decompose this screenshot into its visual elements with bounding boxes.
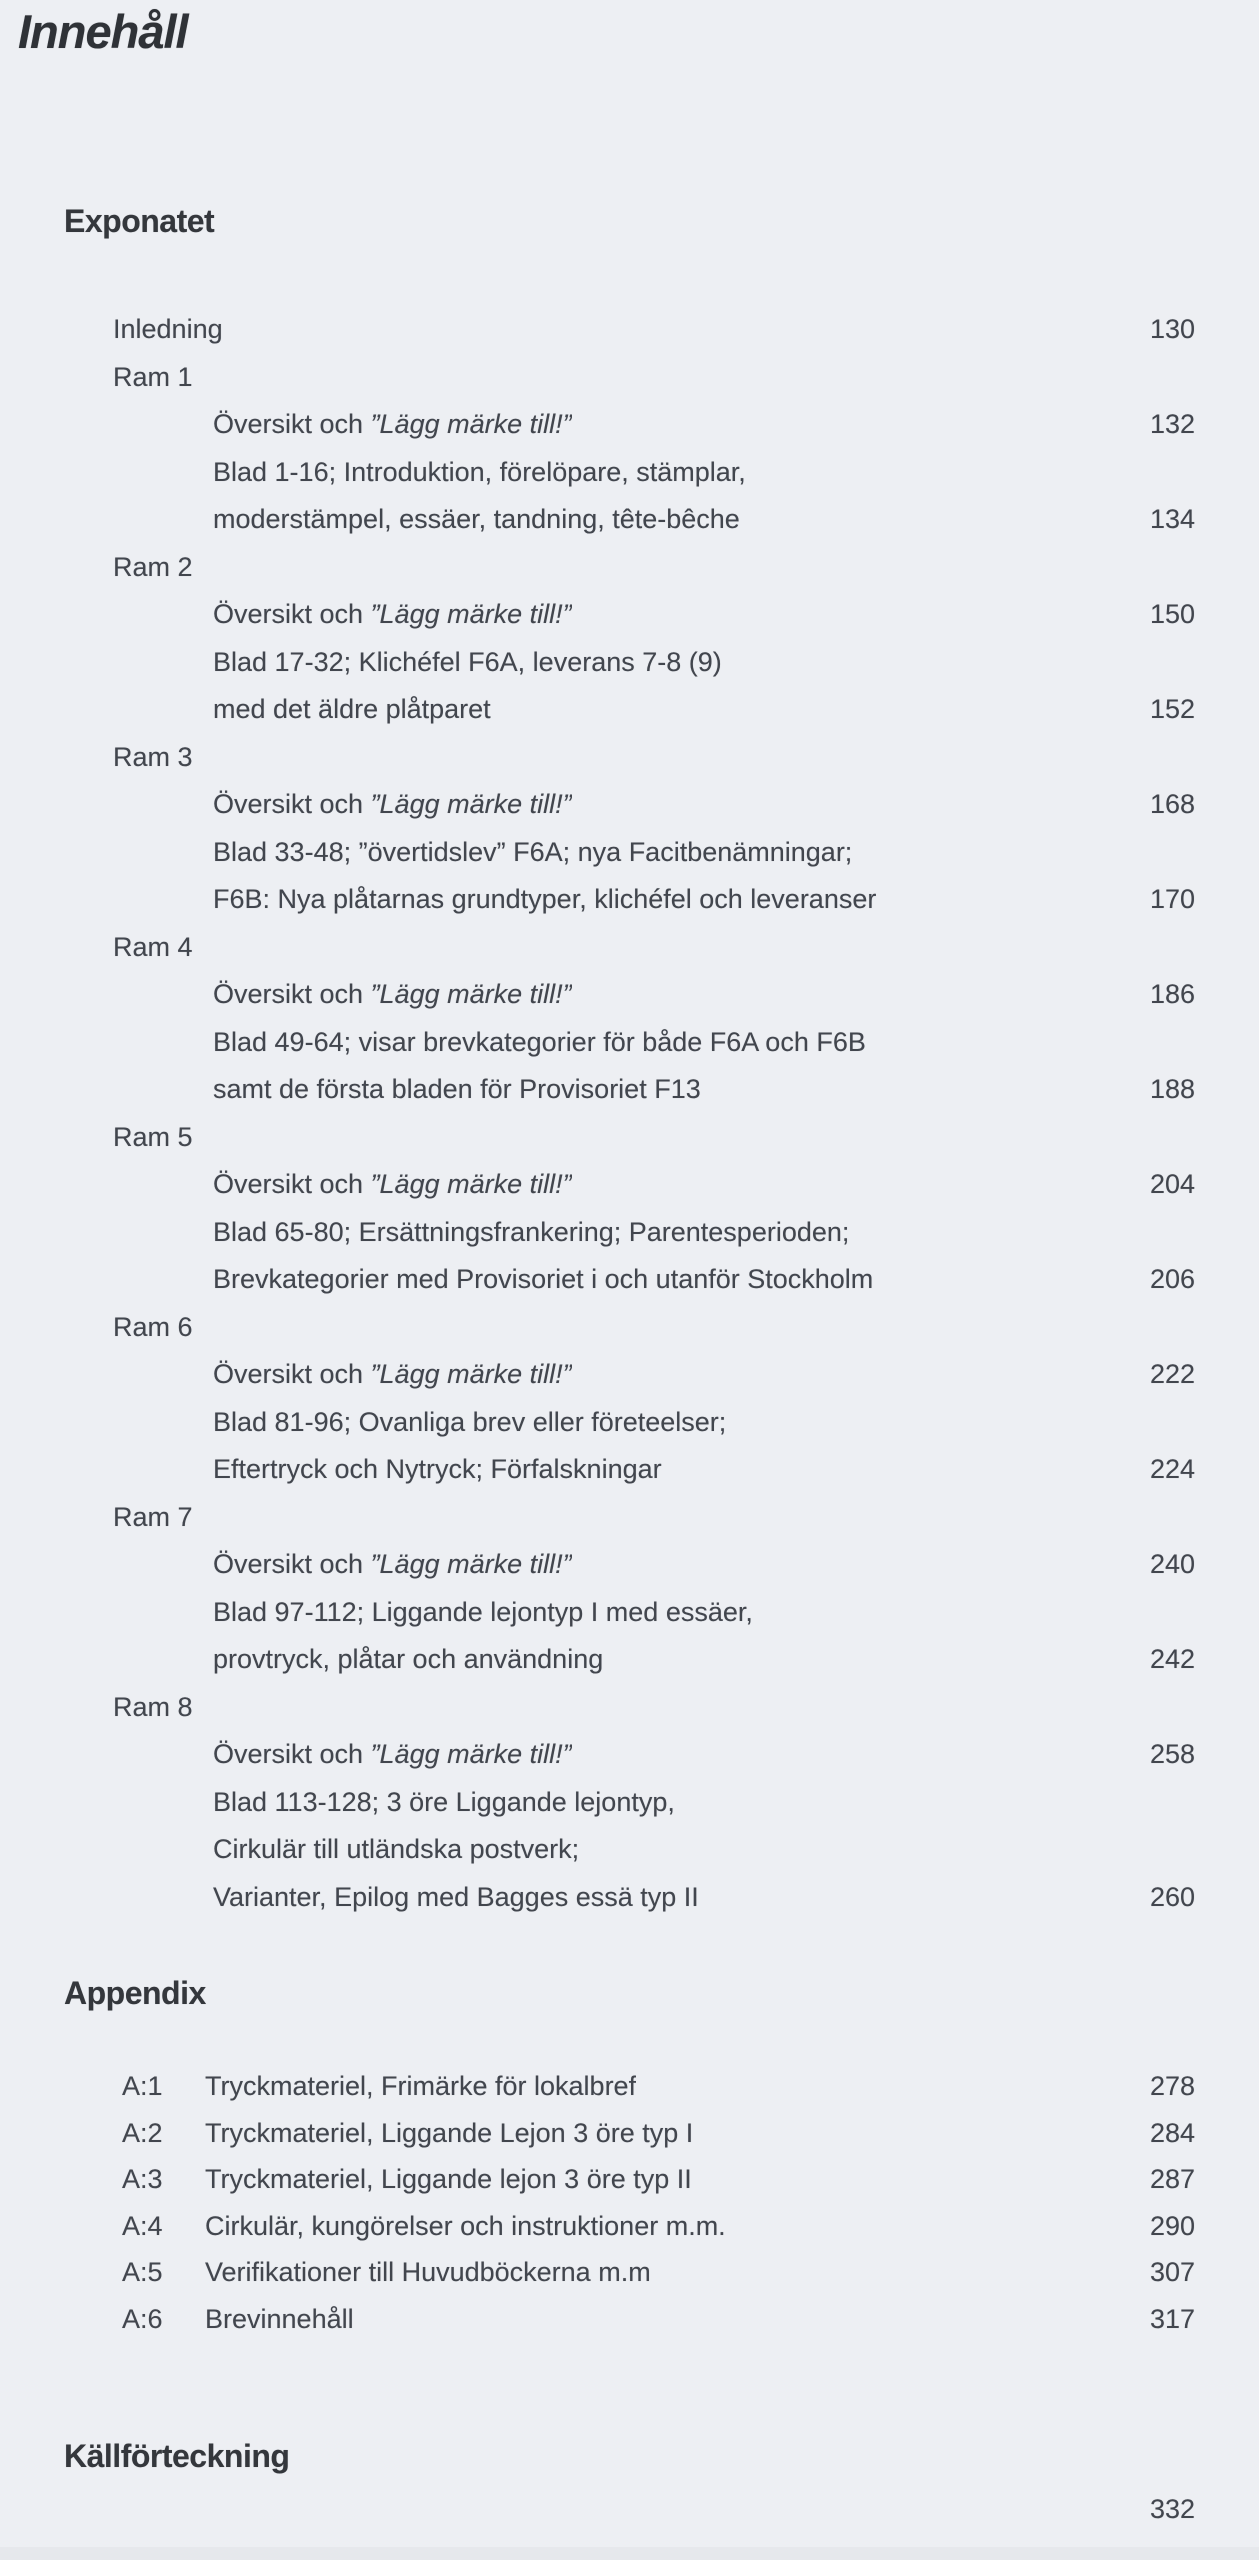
- toc-entry-text: Blad 81-96; Ovanliga brev eller företeelser;: [213, 1406, 727, 1437]
- toc-page-number: 150: [1149, 599, 1195, 629]
- toc-row: [0, 924, 1259, 972]
- toc-row: [0, 2249, 1259, 2296]
- toc-page-number: 134: [1149, 504, 1195, 534]
- toc-entry-text: Tryckmateriel, Liggande lejon 3 öre typ II: [205, 2164, 692, 2194]
- toc-entry-text: samt de första bladen för Provisoriet F13: [213, 1074, 701, 1104]
- toc-row: [0, 639, 1259, 687]
- toc-entry-text: Cirkulär till utländska postverk;: [213, 1834, 580, 1864]
- toc-section-exponatet: [0, 306, 1259, 1921]
- toc-page-number: 284: [1149, 2117, 1195, 2148]
- toc-section-appendix: [0, 2063, 1259, 2342]
- toc-page-number: 222: [1149, 1359, 1195, 1389]
- toc-row: [0, 591, 1259, 639]
- toc-entry-text: Eftertryck och Nytryck; Förfalskningar: [213, 1454, 662, 1484]
- toc-row: [0, 2063, 1259, 2110]
- toc-row: [0, 1731, 1259, 1779]
- toc-entry-text: Blad 33-48; ”övertidslev” F6A; nya Facitbenämningar;: [213, 836, 853, 867]
- toc-row: [0, 2110, 1259, 2157]
- toc-entry-text: Översikt och ”Lägg märke till!”: [213, 1359, 572, 1389]
- toc-page-number: 188: [1149, 1074, 1195, 1104]
- toc-page-number: 186: [1149, 979, 1195, 1009]
- toc-entry-text: Blad 65-80; Ersättningsfrankering; Parentesperioden;: [213, 1216, 850, 1247]
- toc-page-number: 307: [1149, 2257, 1195, 2287]
- toc-row: [0, 449, 1259, 497]
- toc-entry-label: A:1: [122, 2071, 163, 2101]
- toc-page-number: 152: [1149, 694, 1195, 724]
- toc-entry-text: Cirkulär, kungörelser och instruktioner m.m.: [205, 2210, 726, 2241]
- toc-entry-label: A:4: [122, 2210, 163, 2241]
- toc-entry-text: Ram 7: [113, 1501, 193, 1532]
- toc-row: [0, 1636, 1259, 1684]
- toc-entry-text: Blad 17-32; Klichéfel F6A, leverans 7-8 (9): [213, 646, 722, 677]
- toc-row: [0, 2203, 1259, 2250]
- toc-entry-label: A:5: [122, 2257, 163, 2287]
- toc-row: [0, 2486, 1259, 2534]
- toc-entry-text: Blad 113-128; 3 öre Liggande lejontyp,: [213, 1786, 675, 1817]
- toc-row: [0, 1541, 1259, 1589]
- toc-entry-text: Översikt och ”Lägg märke till!”: [213, 1549, 572, 1579]
- toc-page-number: 204: [1149, 1169, 1195, 1199]
- section-heading-appendix: Appendix: [64, 1975, 206, 2011]
- toc-row: [0, 2156, 1259, 2203]
- toc-page-number: 240: [1149, 1549, 1195, 1579]
- toc-row: [0, 1351, 1259, 1399]
- toc-entry-text: Brevinnehåll: [205, 2303, 354, 2334]
- toc-page-number: 287: [1149, 2164, 1195, 2194]
- toc-entry-text: Tryckmateriel, Frimärke för lokalbref: [205, 2071, 637, 2101]
- toc-row: [0, 781, 1259, 829]
- toc-page-number: 317: [1149, 2303, 1195, 2334]
- toc-page-number: 168: [1149, 789, 1195, 819]
- section-heading-kallforteckning: Källförteckning: [64, 2438, 290, 2474]
- toc-row: [0, 1114, 1259, 1162]
- toc-row: [0, 1446, 1259, 1494]
- toc-row: [0, 734, 1259, 782]
- toc-entry-text: Inledning: [113, 314, 223, 344]
- toc-entry-text: Ram 1: [113, 361, 193, 392]
- toc-entry-text: Verifikationer till Huvudböckerna m.m: [205, 2257, 651, 2287]
- toc-page-number: 170: [1149, 884, 1195, 914]
- toc-row: [0, 401, 1259, 449]
- toc-row: [0, 1779, 1259, 1827]
- toc-entry-text: Ram 4: [113, 931, 193, 962]
- toc-page-number: 332: [1149, 2494, 1195, 2524]
- toc-entry-label: A:6: [122, 2303, 163, 2334]
- toc-entry-text: Översikt och ”Lägg märke till!”: [213, 599, 572, 629]
- toc-row: [0, 1494, 1259, 1542]
- toc-page-number: 242: [1149, 1644, 1195, 1674]
- toc-entry-text: Ram 5: [113, 1121, 193, 1152]
- toc-row: [0, 1066, 1259, 1114]
- toc-row: [0, 1399, 1259, 1447]
- toc-entry-text: Ram 3: [113, 741, 193, 772]
- scan-edge-shadow: [0, 2547, 1259, 2560]
- toc-entry-text: F6B: Nya plåtarnas grundtyper, klichéfel och leveranser: [213, 884, 877, 914]
- toc-row: [0, 1256, 1259, 1304]
- toc-row: [0, 1826, 1259, 1874]
- toc-page-number: 278: [1149, 2071, 1195, 2101]
- toc-entry-text: Tryckmateriel, Liggande Lejon 3 öre typ I: [205, 2117, 694, 2148]
- page-title: Innehåll: [18, 5, 188, 58]
- toc-row: [0, 496, 1259, 544]
- toc-row: [0, 1684, 1259, 1732]
- toc-row: [0, 1304, 1259, 1352]
- toc-entry-text: provtryck, plåtar och användning: [213, 1644, 604, 1674]
- toc-entry-text: Översikt och ”Lägg märke till!”: [213, 979, 572, 1009]
- toc-entry-label: A:3: [122, 2164, 163, 2194]
- toc-row: [0, 1161, 1259, 1209]
- toc-page-number: 290: [1149, 2210, 1195, 2241]
- toc-section-kallforteckning: [0, 2486, 1259, 2534]
- toc-entry-text: Översikt och ”Lägg märke till!”: [213, 1169, 572, 1199]
- toc-page-number: 130: [1149, 314, 1195, 344]
- toc-row: [0, 876, 1259, 924]
- toc-entry-text: med det äldre plåtparet: [213, 694, 491, 724]
- toc-page-number: 224: [1149, 1454, 1195, 1484]
- toc-page-number: 258: [1149, 1739, 1195, 1769]
- toc-row: [0, 1874, 1259, 1922]
- toc-entry-text: Blad 49-64; visar brevkategorier för både F6A och F6B: [213, 1026, 866, 1057]
- toc-entry-text: Ram 8: [113, 1691, 193, 1722]
- toc-row: [0, 829, 1259, 877]
- toc-page-number: 260: [1149, 1881, 1195, 1912]
- toc-entry-text: Översikt och ”Lägg märke till!”: [213, 409, 572, 439]
- toc-row: [0, 306, 1259, 354]
- toc-entry-label: A:2: [122, 2117, 163, 2148]
- toc-row: [0, 1209, 1259, 1257]
- toc-row: [0, 2296, 1259, 2343]
- toc-page-number: 206: [1149, 1264, 1195, 1294]
- section-heading-exponatet: Exponatet: [64, 203, 215, 239]
- toc-page-number: 132: [1149, 409, 1195, 439]
- toc-entry-text: Varianter, Epilog med Bagges essä typ II: [213, 1881, 699, 1912]
- toc-entry-text: Blad 97-112; Liggande lejontyp I med essäer,: [213, 1596, 753, 1627]
- toc-row: [0, 1589, 1259, 1637]
- toc-entry-text: Ram 6: [113, 1311, 193, 1342]
- toc-entry-text: Blad 1-16; Introduktion, förelöpare, stämplar,: [213, 456, 746, 487]
- toc-entry-text: moderstämpel, essäer, tandning, tête-bêche: [213, 504, 740, 534]
- toc-row: [0, 971, 1259, 1019]
- toc-entry-text: Översikt och ”Lägg märke till!”: [213, 1739, 572, 1769]
- toc-row: [0, 1019, 1259, 1067]
- toc-row: [0, 354, 1259, 402]
- toc-entry-text: Översikt och ”Lägg märke till!”: [213, 789, 572, 819]
- toc-row: [0, 544, 1259, 592]
- toc-entry-text: Ram 2: [113, 551, 193, 582]
- toc-entry-text: Brevkategorier med Provisoriet i och utanför Stockholm: [213, 1264, 874, 1294]
- toc-row: [0, 686, 1259, 734]
